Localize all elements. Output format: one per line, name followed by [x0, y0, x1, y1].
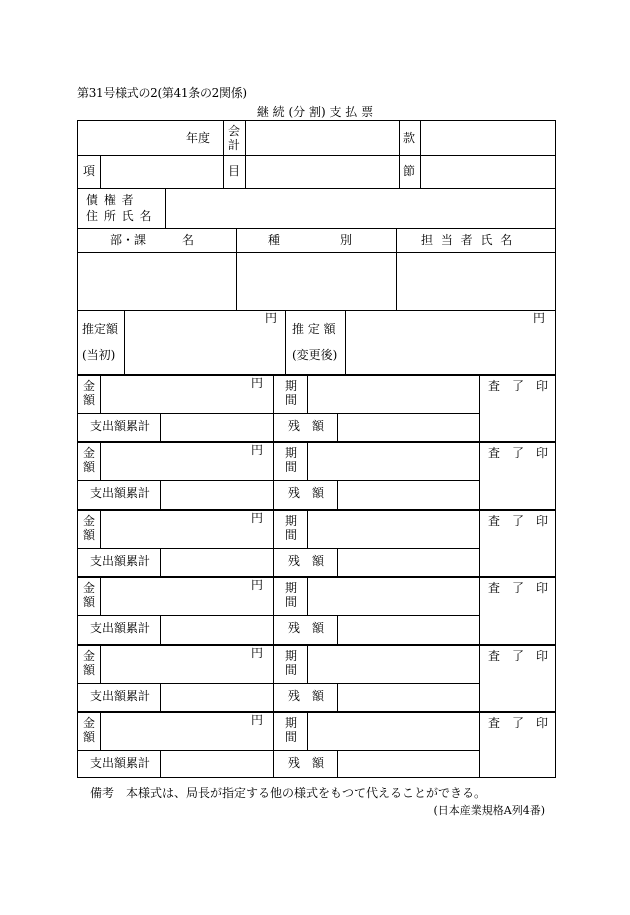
kikan-label-1: 期: [285, 379, 298, 393]
balance-label: 残 額: [288, 554, 325, 568]
rule: [78, 711, 555, 713]
balance-label: 残 額: [288, 419, 325, 433]
form-reference: 第31号様式の2(第41条の2関係): [77, 86, 247, 100]
rule: [337, 548, 338, 576]
kikan-label-2: 間: [285, 393, 298, 407]
payment-form: [77, 120, 556, 778]
rule: [78, 441, 555, 443]
rule: [78, 252, 555, 253]
rule: [78, 228, 555, 229]
kikan-label-2: 間: [285, 595, 298, 609]
rule: [78, 374, 555, 376]
rule: [337, 750, 338, 778]
rule: [78, 310, 555, 311]
kikan-label-1: 期: [285, 514, 298, 528]
rule: [78, 509, 555, 511]
rule: [160, 413, 161, 441]
rule: [337, 683, 338, 711]
nendo-label: 年度: [186, 131, 211, 145]
rule: [273, 644, 274, 711]
rule: [273, 509, 274, 576]
satei-label: 査 了 印: [488, 446, 549, 460]
kikan-label-2: 間: [285, 663, 298, 677]
rule: [78, 188, 555, 189]
kingaku-label-1: 金: [83, 446, 96, 460]
kikan-label-1: 期: [285, 649, 298, 663]
kingaku-label-2: 額: [83, 663, 96, 677]
kikan-label-1: 期: [285, 446, 298, 460]
yen-mark: 円: [251, 713, 264, 727]
estimate-changed-sub: (変更後): [292, 348, 338, 362]
remarks-note: 備考 本様式は、局長が指定する他の様式をもつて代えることができる。: [90, 786, 487, 800]
rule: [479, 374, 480, 441]
rule: [78, 480, 479, 481]
tantou-header: 担 当 者 氏 名: [421, 233, 515, 247]
kingaku-label-1: 金: [83, 514, 96, 528]
rule: [479, 711, 480, 778]
kikan-label-2: 間: [285, 460, 298, 474]
rule: [337, 413, 338, 441]
form-title: 継 続 (分 割) 支 払 票: [256, 105, 374, 119]
rule: [307, 644, 308, 683]
rule: [420, 121, 421, 188]
cumulative-label: 支出額累計: [90, 621, 151, 635]
rule: [479, 509, 480, 576]
yen-mark: 円: [251, 578, 264, 592]
rule: [100, 441, 101, 480]
rule: [100, 509, 101, 548]
cumulative-label: 支出額累計: [90, 689, 151, 703]
rule: [399, 121, 400, 188]
kingaku-label-1: 金: [83, 716, 96, 730]
estimate-initial-sub: (当初): [82, 348, 116, 362]
balance-label: 残 額: [288, 486, 325, 500]
rule: [160, 480, 161, 509]
satei-label: 査 了 印: [488, 581, 549, 595]
rule: [307, 374, 308, 413]
creditor-label-2: 住 所 氏 名: [86, 209, 153, 223]
rule: [78, 155, 555, 156]
rule: [273, 374, 274, 441]
balance-label: 残 額: [288, 756, 325, 770]
rule: [337, 480, 338, 509]
rule: [160, 615, 161, 644]
cumulative-label: 支出額累計: [90, 419, 151, 433]
rule: [223, 121, 224, 155]
rule: [100, 155, 101, 188]
creditor-label-1: 債 権 者: [86, 193, 135, 207]
rule: [307, 441, 308, 480]
satei-label: 査 了 印: [488, 716, 549, 730]
yen-mark: 円: [251, 376, 264, 390]
rule: [78, 750, 479, 751]
rule: [160, 548, 161, 576]
rule: [160, 750, 161, 778]
yen-mark: 円: [265, 311, 278, 325]
kingaku-label-2: 額: [83, 460, 96, 474]
kaikei-label-1: 会: [228, 124, 241, 138]
rule: [245, 121, 246, 188]
rule: [285, 310, 286, 374]
rule: [273, 441, 274, 509]
kan-label: 款: [403, 131, 416, 145]
rule: [396, 228, 397, 310]
rule: [78, 548, 479, 549]
kikan-label-2: 間: [285, 730, 298, 744]
rule: [78, 683, 479, 684]
kaikei-label-2: 計: [228, 138, 241, 152]
estimate-initial-label: 推定額: [82, 322, 119, 336]
cumulative-label: 支出額累計: [90, 756, 151, 770]
kingaku-label-1: 金: [83, 581, 96, 595]
kingaku-label-2: 額: [83, 393, 96, 407]
bu-ka-header: 部・課 名: [110, 233, 195, 247]
shubetsu-header: 種 別: [268, 233, 353, 247]
rule: [307, 576, 308, 615]
rule: [78, 576, 555, 578]
rule: [165, 188, 166, 228]
rule: [100, 576, 101, 615]
rule: [307, 509, 308, 548]
rule: [479, 576, 480, 644]
satei-label: 査 了 印: [488, 514, 549, 528]
balance-label: 残 額: [288, 621, 325, 635]
kingaku-label-2: 額: [83, 528, 96, 542]
rule: [345, 310, 346, 374]
estimate-changed-label: 推 定 額: [292, 322, 336, 336]
rule: [273, 711, 274, 778]
rule: [479, 441, 480, 509]
rule: [100, 644, 101, 683]
rule: [78, 615, 479, 616]
cumulative-label: 支出額累計: [90, 486, 151, 500]
rule: [78, 413, 479, 414]
yen-mark: 円: [251, 646, 264, 660]
rule: [124, 310, 125, 374]
rule: [273, 576, 274, 644]
kingaku-label-1: 金: [83, 649, 96, 663]
setsu-label: 節: [403, 164, 416, 178]
rule: [100, 711, 101, 750]
paper-standard: (日本産業規格A列4番): [433, 804, 545, 817]
kikan-label-1: 期: [285, 716, 298, 730]
kingaku-label-2: 額: [83, 595, 96, 609]
yen-mark: 円: [251, 511, 264, 525]
rule: [337, 615, 338, 644]
rule: [307, 711, 308, 750]
kikan-label-1: 期: [285, 581, 298, 595]
rule: [236, 228, 237, 310]
kou-label: 項: [83, 164, 96, 178]
moku-label: 目: [228, 164, 241, 178]
kingaku-label-2: 額: [83, 730, 96, 744]
rule: [78, 644, 555, 646]
balance-label: 残 額: [288, 689, 325, 703]
rule: [223, 155, 224, 188]
kingaku-label-1: 金: [83, 379, 96, 393]
cumulative-label: 支出額累計: [90, 554, 151, 568]
yen-mark: 円: [533, 311, 546, 325]
satei-label: 査 了 印: [488, 379, 549, 393]
kikan-label-2: 間: [285, 528, 298, 542]
rule: [160, 683, 161, 711]
satei-label: 査 了 印: [488, 649, 549, 663]
yen-mark: 円: [251, 443, 264, 457]
rule: [100, 374, 101, 413]
rule: [479, 644, 480, 711]
